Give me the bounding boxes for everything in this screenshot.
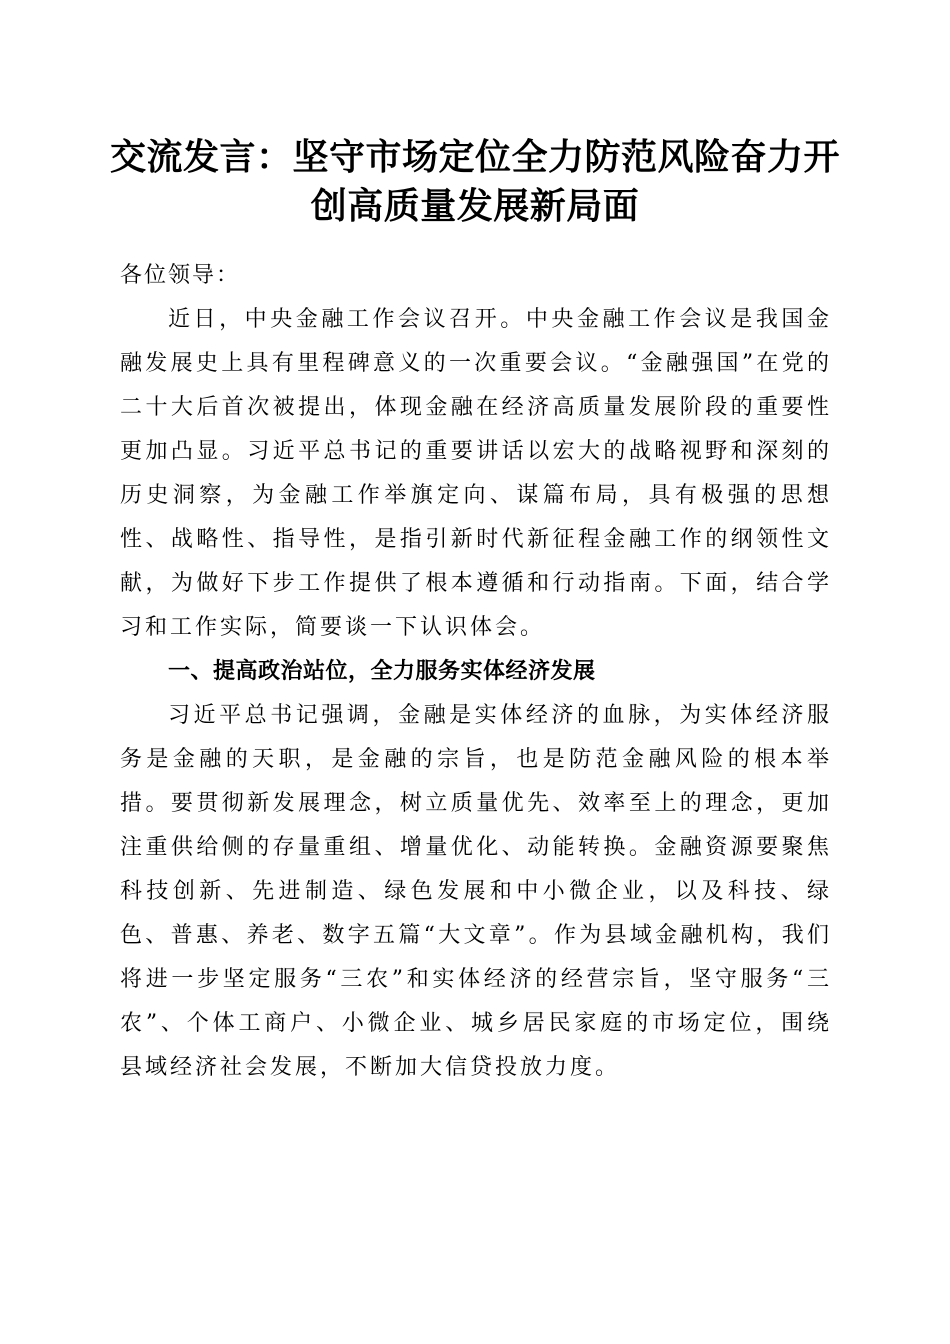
document-body	[120, 254, 832, 1090]
intro-paragraph: 近日，中央金融工作会议召开。中央金融工作会议是我国金融发展史上具有里程碑意义的一次重要会议。“金融强国”在党的二十大后首次被提出，体现金融在经济高质量发展阶段的重要性更加凸显。习近平总书记的重要讲话以宏大的战略视野和深刻的历史洞察，为金融工作举旗定向、谋篇布局，具有极强的思想性、战略性、指导性，是指引新时代新征程金融工作的纲领性文献，为做好下步工作提供了根本遵循和行动指南。下面，结合学习和工作实际，简要谈一下认识体会。	[120, 307, 832, 640]
salutation: 各位领导：	[120, 263, 241, 288]
section-paragraph: 习近平总书记强调，金融是实体经济的血脉，为实体经济服务是金融的天职，是金融的宗旨，也是防范金融风险的根本举措。要贯彻新发展理念，树立质量优先、效率至上的理念，更加注重供给侧的存量重组、增量优化、动能转换。金融资源要聚焦科技创新、先进制造、绿色发展和中小微企业，以及科技、绿色、普惠、养老、数字五篇“大文章”。作为县域金融机构，我们将进一步坚定服务“三农”和实体经济的经营宗旨，坚守服务“三农”、个体工商户、小微企业、城乡居民家庭的市场定位，围绕县域经济社会发展，不断加大信贷投放力度。	[120, 703, 832, 1080]
document-title: 交流发言：坚守市场定位全力防范风险奋力开创高质量发展新局面	[110, 136, 841, 227]
section-heading: 一、提高政治站位，全力服务实体经济发展	[168, 659, 596, 684]
